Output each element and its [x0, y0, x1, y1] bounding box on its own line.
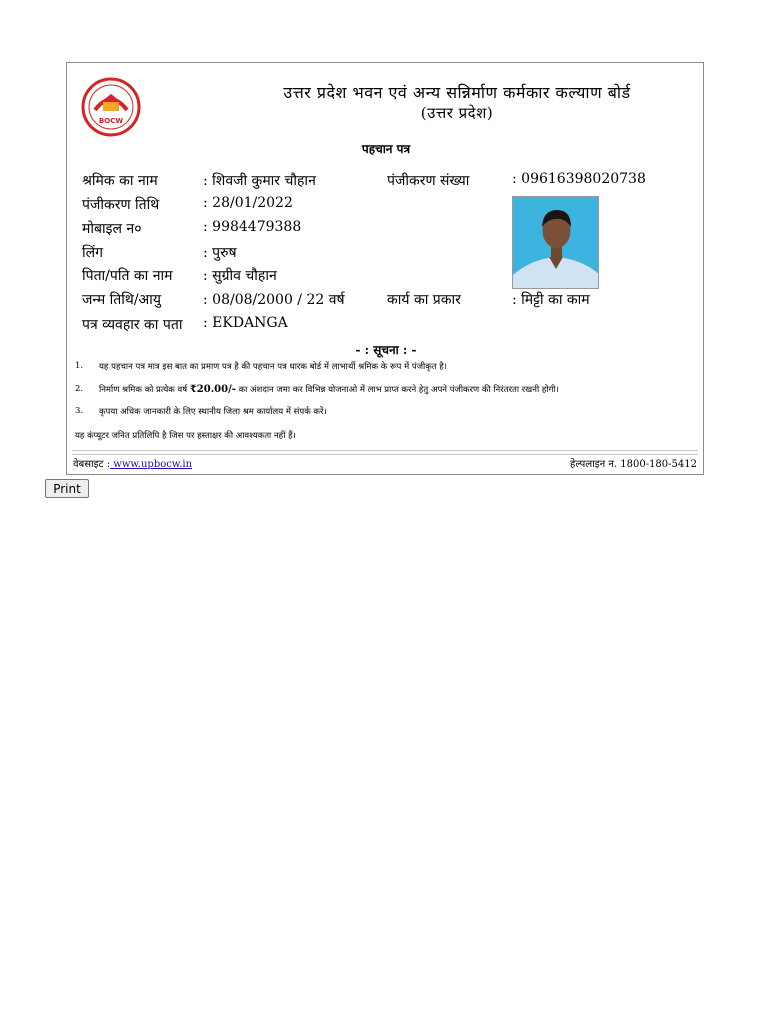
registration-no-value: : 09616398020738	[512, 171, 646, 187]
notice-item-text: यह पहचान पत्र मात्र इस बात का प्रमाण पत्र है की पहचान पत्र धारक बोर्ड में लाभार्थी श्रमिक के रूप में पंजीकृत है।	[99, 362, 448, 372]
notice-heading: - : सूचना : -	[355, 343, 417, 357]
card-heading: पहचान पत्र	[361, 142, 411, 156]
address-value: : EKDANGA	[203, 315, 288, 331]
worker-name-label: श्रमिक का नाम	[82, 173, 158, 189]
notice-item-text: कृपया अधिक जानकारी के लिए स्थानीय जिला श्रम कार्यालय में संपर्क करें।	[99, 407, 327, 417]
registration-date-label: पंजीकरण तिथि	[82, 197, 160, 213]
notice-item-number: 1.	[75, 361, 84, 371]
helpline: हेल्पलाइन न. 1800-180-5412	[570, 459, 697, 470]
bocw-logo	[81, 77, 141, 137]
father-husband-value: : सुग्रीव चौहान	[203, 268, 277, 284]
notice-item-text	[99, 384, 559, 395]
website-link[interactable]: www.upbocw.in	[110, 459, 193, 470]
registration-date-value: : 28/01/2022	[203, 195, 293, 211]
notice-text-before: निर्माण श्रमिक को प्रत्येक वर्ष	[99, 385, 190, 395]
notice-item-number: 2.	[75, 384, 84, 394]
dob-age-value: : 08/08/2000 / 22 वर्ष	[203, 292, 345, 308]
notice-item-number: 3.	[75, 406, 84, 416]
father-husband-label: पिता/पति का नाम	[82, 268, 173, 284]
worker-photo	[512, 196, 599, 289]
gender-value: : पुरुष	[203, 245, 237, 261]
work-type-label: कार्य का प्रकार	[387, 292, 461, 308]
website-label: वेबसाइट :	[73, 459, 111, 470]
disclaimer: यह कंप्यूटर जनित प्रतिलिपि है जिस पर हस्ताक्षर की आवश्यकता नहीं हैं।	[75, 431, 296, 441]
notice-text-after: का अंशदान जमा कर विभिन्न योजनाओ में लाभ प्राप्त करने हेतु अपने पंजीकरण की निरंतरता रखनी होगी।	[235, 385, 559, 395]
id-card	[66, 62, 704, 475]
worker-name-value: : शिवजी कुमार चौहान	[203, 173, 316, 189]
board-title: उत्तर प्रदेश भवन एवं अन्य सन्निर्माण कर्मकार कल्याण बोर्ड	[283, 83, 631, 102]
dob-age-label: जन्म तिथि/आयु	[82, 292, 161, 308]
work-type-value: : मिट्टी का काम	[512, 292, 590, 308]
logo-text: BOCW	[98, 117, 124, 125]
contribution-amount: ₹20.00/-	[189, 384, 236, 395]
gender-label: लिंग	[82, 245, 103, 261]
person-photo-icon	[513, 197, 599, 289]
mobile-value: : 9984479388	[203, 219, 302, 235]
address-label: पत्र व्यवहार का पता	[82, 317, 183, 333]
board-subtitle: (उत्तर प्रदेश)	[420, 104, 494, 122]
website-info	[73, 456, 192, 470]
mobile-label: मोबाइल न०	[82, 221, 142, 237]
registration-no-label: पंजीकरण संख्या	[387, 173, 470, 189]
footer-divider	[72, 450, 698, 455]
print-button[interactable]: Print	[45, 479, 89, 498]
